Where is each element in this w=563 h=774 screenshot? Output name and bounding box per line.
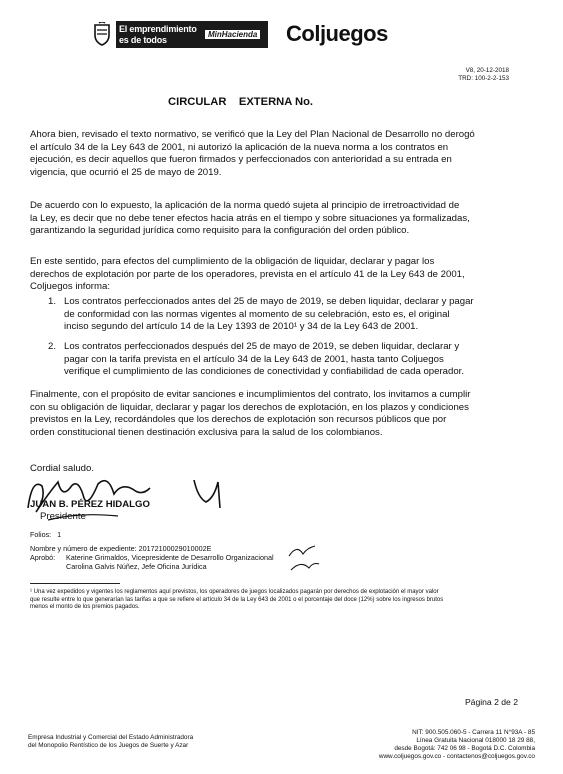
banner-line2: es de todos <box>119 35 167 45</box>
folios: Folios: 1 <box>30 530 62 539</box>
header <box>0 0 563 60</box>
p1-line: vigencia, que ocurrió el 25 de mayo de 2019. <box>30 166 222 178</box>
p1-line: Ahora bien, revisado el texto normativo, se verificó que la Ley del Plan Nacional de Desarrollo no derogó <box>30 129 475 140</box>
item1-line: Los contratos perfeccionados antes del 25 de mayo de 2019, se deben liquidar, declarar y pagar <box>64 296 474 307</box>
footer-right-line: www.coljuegos.gov.co - contactenos@coljuegos.gov.co <box>378 753 535 760</box>
version-line2: TRD: 100-2-2-153 <box>458 75 509 82</box>
footer-right-line: Línea Gratuita Nacional 018000 18 29 88, <box>416 737 535 744</box>
footer-left-line: del Monopolio Rentístico de los Juegos de Suerte y Azar <box>28 742 189 749</box>
list-item-1-number: 1. <box>48 296 57 307</box>
paragraph-1 <box>30 129 534 179</box>
p2-line: garantizando la seguridad jurídica como requisito para la configuración del orden público. <box>30 225 410 237</box>
p4-line: Finalmente, con el propósito de evitar sanciones e incumplimientos del contrato, los invitamos a cumplir <box>30 389 471 400</box>
page-number: Página 2 de 2 <box>464 697 518 707</box>
paragraph-2 <box>30 200 534 238</box>
signer-role: Presidente <box>40 511 86 522</box>
item2-line: pagar con la tarifa prevista en el artículo 34 de la Ley 643 de 2001, hasta tanto Coljuegos <box>64 353 444 365</box>
footnote-rule <box>30 583 120 584</box>
footnote-line: ¹ Una vez expedidos y vigentes los reglamentos aquí previstos, los operadores de juegos localizados pagarán por derechos de explotación el mayor valor <box>30 589 439 595</box>
item2-line: verifique el cumplimiento de las condiciones de conectividad y confiabilidad de cada operador. <box>64 366 464 378</box>
item2-line: Los contratos perfeccionados después del 25 de mayo de 2019, se deben liquidar, declarar y <box>64 341 460 352</box>
closing-salutation: Cordial saludo. <box>30 463 94 474</box>
approver-2: Carolina Galvis Núñez, Jefe Oficina Jurídica <box>66 562 207 571</box>
footnote <box>30 589 540 612</box>
approver-1: Katerine Grimaldos, Vicepresidente de Desarrollo Organizacional <box>66 553 274 562</box>
p2-line: De acuerdo con lo expuesto, la aplicación de la norma quedó sujeta al principio de irretroactividad de <box>30 200 460 211</box>
p3-line: Coljuegos informa: <box>30 281 110 293</box>
p1-line: ejecución, es decir aquellos que fueron firmados y perfeccionados con anterioridad a su entrada en <box>30 154 452 166</box>
footer-left <box>28 734 193 750</box>
paragraph-3 <box>30 256 534 294</box>
colombia-coat-of-arms-icon <box>92 22 112 46</box>
list-item-1 <box>64 296 534 334</box>
signer-name: JUAN B. PÉREZ HIDALGO <box>30 499 150 510</box>
brand-logo: Coljuegos <box>286 21 388 46</box>
p3-line: derechos de explotación por parte de los operadores, prevista en el artículo 41 de la Ley 643 de 2001, <box>30 268 465 280</box>
p4-line: previstos en la Ley, recordándoles que los derechos de explotación son recursos públicos que por <box>30 414 447 426</box>
list-item-2-number: 2. <box>48 341 57 352</box>
footer-right-line: desde Bogotá: 742 06 98 - Bogotá D.C. Colombia <box>394 745 535 752</box>
p1-line: el artículo 34 de la Ley 643 de 2001, ni autorizó la aplicación de la nueva norma a los contratos en <box>30 141 449 153</box>
item1-line: de conformidad con las normas vigentes al momento de su celebración, esto es, el original <box>64 308 450 320</box>
footer-left-line: Empresa Industrial y Comercial del Estado Administradora <box>28 734 194 741</box>
p2-line: la Ley, es decir que no debe tener efectos hacia atrás en el tiempo y sobre situaciones ya formalizadas, <box>30 212 470 224</box>
p4-line: con su obligación de liquidar, declarar y pagar los derechos de explotación, en los plazos y condiciones <box>30 401 469 413</box>
footnote-line: menos el monto de los premios pagados. <box>30 604 140 611</box>
footer-right-line: NIT: 900.505.060-5 - Carrera 11 N°93A - 85 <box>412 729 535 736</box>
initials-scribble <box>285 540 325 580</box>
approved-by-label: Aprobó: <box>30 553 56 562</box>
document-title: CIRCULAR EXTERNA No. <box>168 96 314 108</box>
item1-line: inciso segundo del artículo 14 de la Ley 1393 de 2010¹ y 34 de la Ley 643 de 2001. <box>64 321 419 333</box>
paragraph-4 <box>30 389 534 439</box>
footer-right <box>379 729 535 761</box>
p3-line: En este sentido, para efectos del cumplimiento de la obligación de liquidar, declarar y pagar los <box>30 256 435 267</box>
ministry-badge: MinHacienda <box>205 30 260 39</box>
list-item-2 <box>64 341 534 379</box>
p4-line: orden constitucional tienen destinación exclusiva para la salud de los colombianos. <box>30 426 383 438</box>
footnote-line: que resulte entre lo que generarían las tarifas a que se refiere el artículo 34 de la Ley 643 de 2001 o el porcentaje del doce (12%) sobre los ingresos brutos <box>30 596 444 603</box>
expediente: Nombre y número de expediente: 20172100029010002E <box>30 544 212 553</box>
banner-line1: El emprendimiento <box>119 24 197 34</box>
version-line1: V8, 20-12-2018 <box>465 67 509 74</box>
